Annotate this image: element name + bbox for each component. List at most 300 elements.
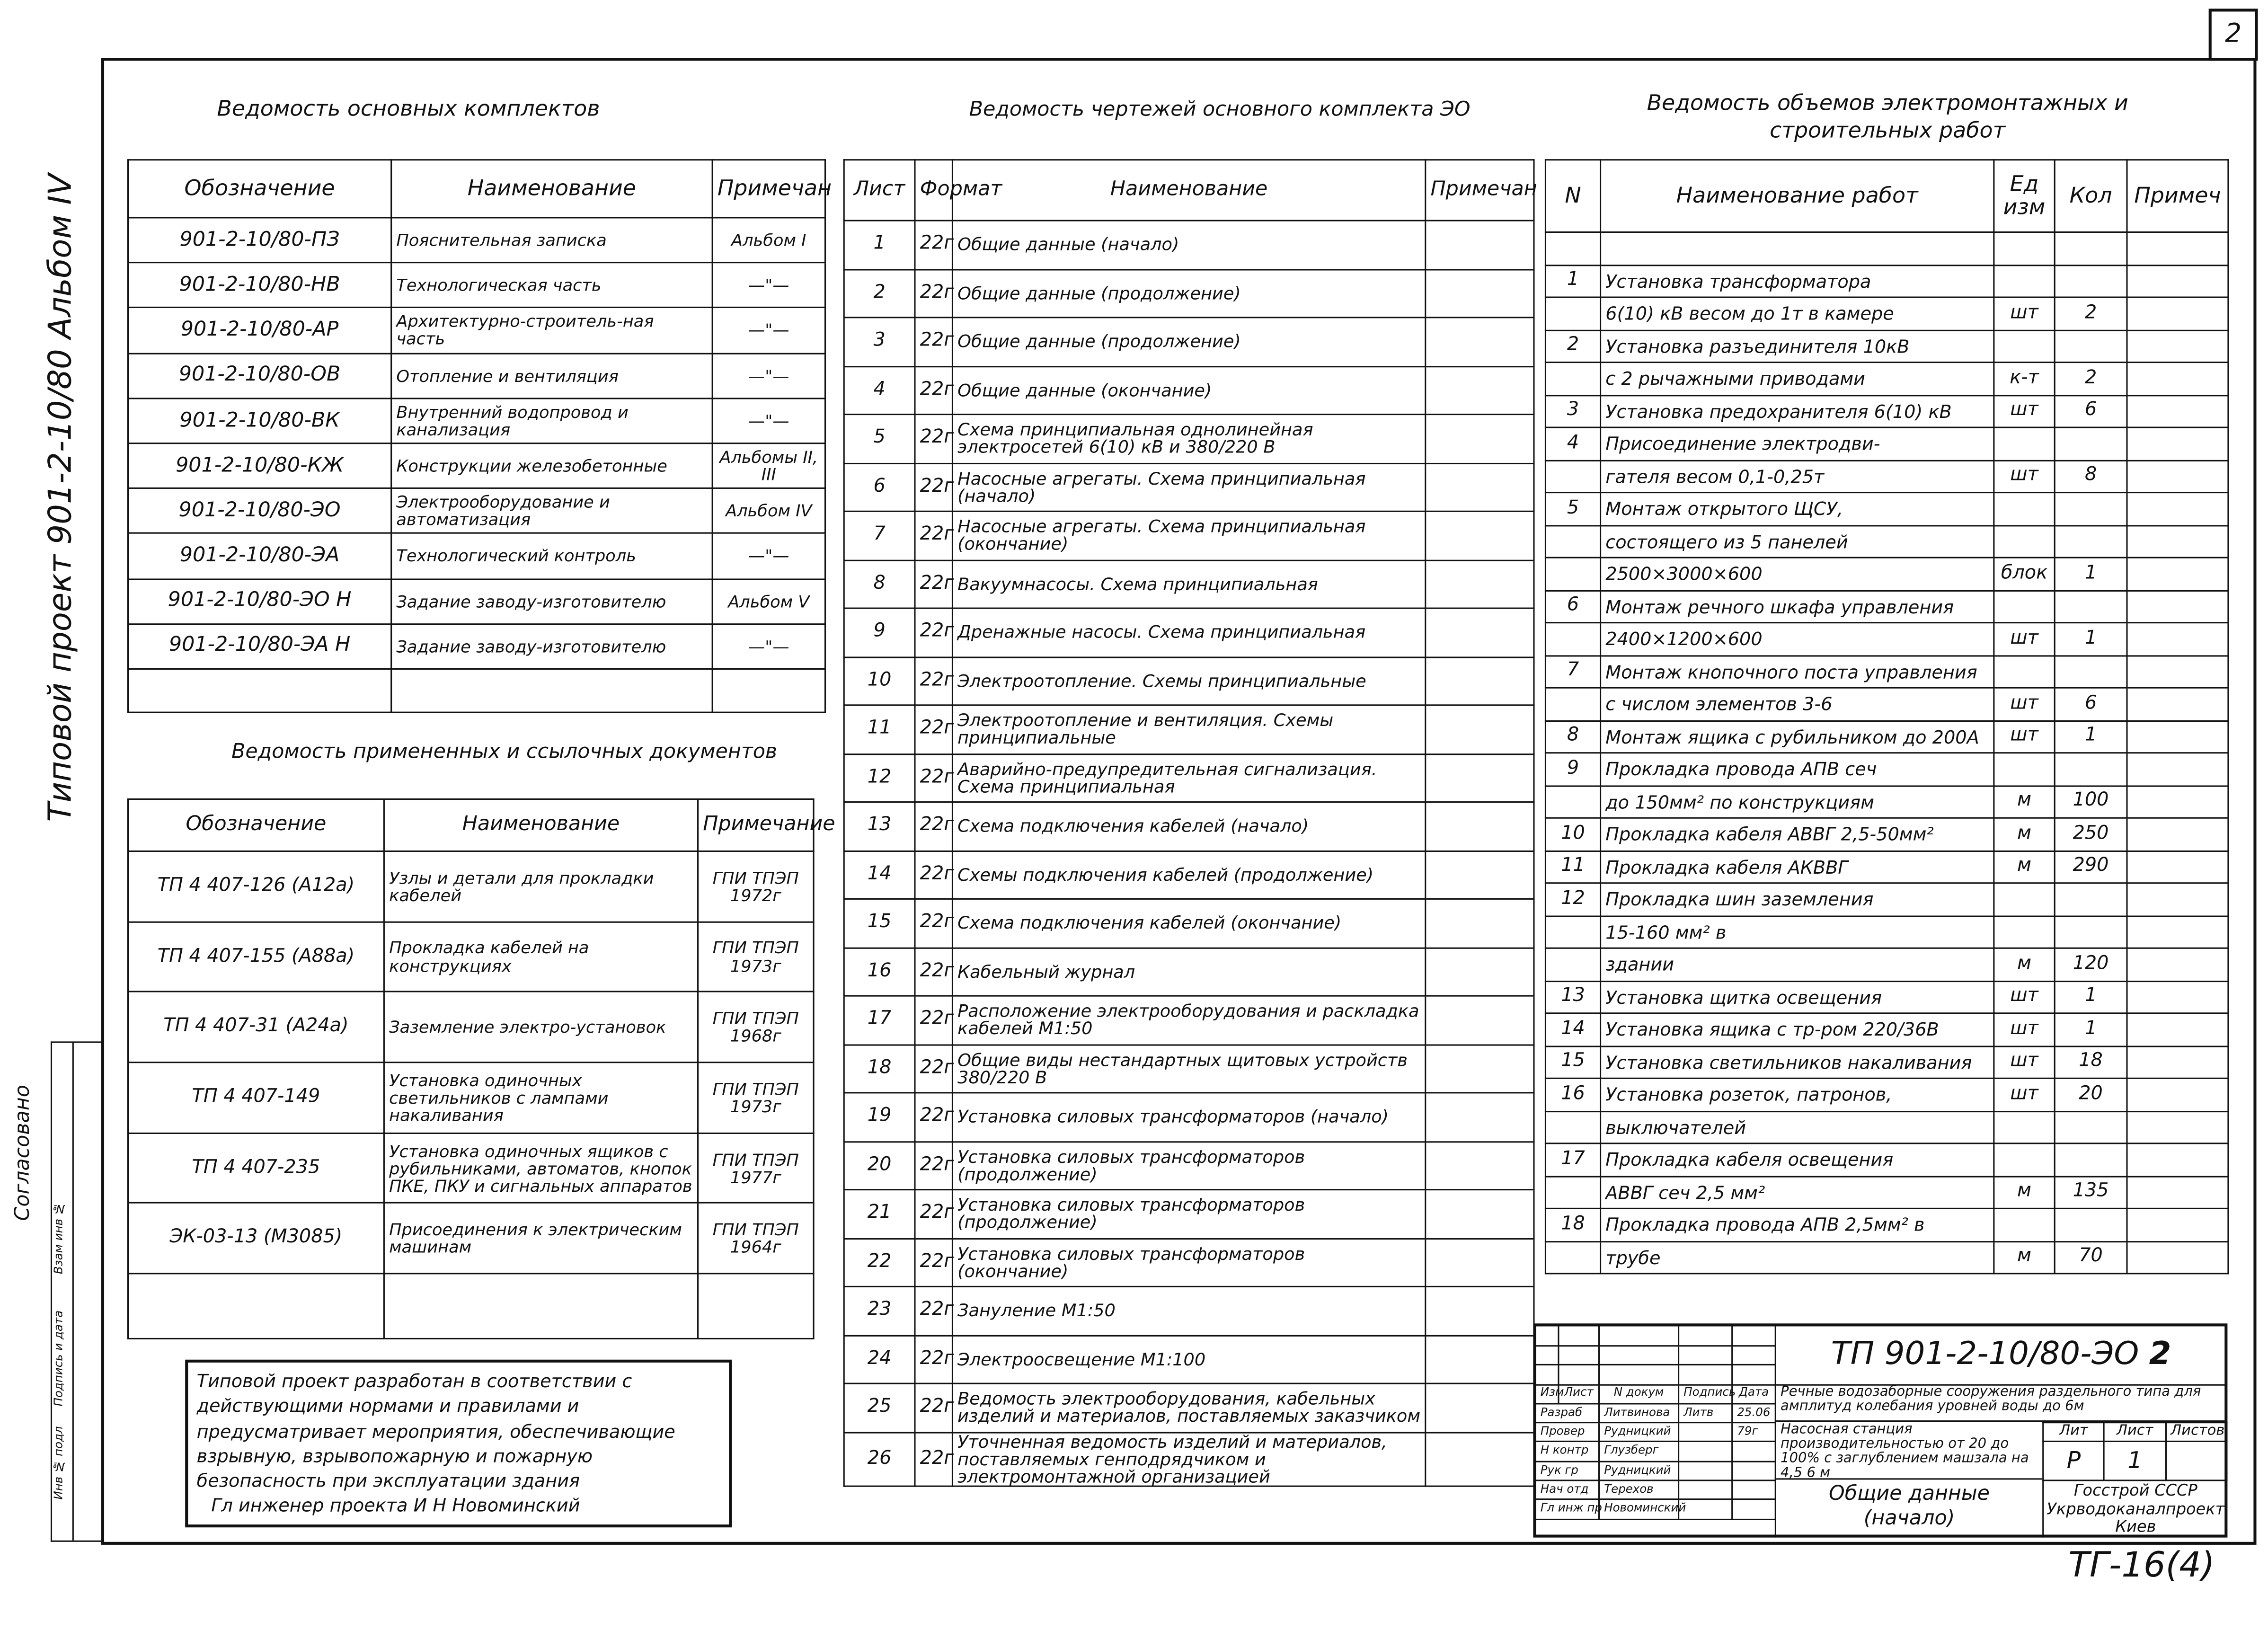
sheet-info-lit: Р bbox=[2043, 1441, 2104, 1480]
table-cell: Прокладка шин заземления bbox=[1601, 883, 1994, 916]
role: Гл инж пр bbox=[1535, 1500, 1599, 1519]
empty-cell bbox=[2127, 850, 2228, 883]
stamp-col-header: Дата bbox=[1732, 1384, 1776, 1403]
table-row bbox=[844, 221, 1534, 269]
sheet-info-header: Листов bbox=[2165, 1423, 2226, 1442]
table-cell: 13 bbox=[844, 802, 915, 850]
table-cell bbox=[2055, 265, 2127, 297]
table-cell: Установка силовых трансформаторов (начало) bbox=[952, 1093, 1425, 1141]
table-cell: —"— bbox=[712, 533, 825, 578]
table-cell: Установка розеток, патронов, bbox=[1601, 1078, 1994, 1111]
table-cell: шт bbox=[1994, 688, 2055, 720]
table-cell: 290 bbox=[2055, 850, 2127, 883]
table-row bbox=[1545, 850, 2228, 883]
role: Рук гр bbox=[1535, 1461, 1599, 1480]
table-cell: 17 bbox=[1545, 1143, 1600, 1176]
table-row bbox=[128, 308, 825, 353]
table-cell: 18 bbox=[2055, 1046, 2127, 1079]
table-row bbox=[844, 705, 1534, 753]
empty-row bbox=[128, 1274, 814, 1339]
table-cell: 901-2-10/80-ЭА bbox=[128, 533, 391, 578]
date: 25.06 bbox=[1732, 1403, 1776, 1422]
table-cell: 7 bbox=[844, 511, 915, 559]
table-cell bbox=[2055, 330, 2127, 363]
table-cell: Общие данные (продолжение) bbox=[952, 318, 1425, 366]
table-cell: 11 bbox=[844, 705, 915, 753]
empty-cell bbox=[2127, 427, 2228, 460]
signature: Литв bbox=[1679, 1403, 1732, 1422]
table-cell: 5 bbox=[1545, 493, 1600, 525]
table-cell: шт bbox=[1994, 297, 2055, 330]
table-cell: Прокладка кабеля АВВГ 2,5-50мм² bbox=[1601, 818, 1994, 850]
table-row bbox=[844, 415, 1534, 463]
table-row bbox=[844, 1045, 1534, 1093]
empty-cell bbox=[2127, 1111, 2228, 1143]
table-cell: Зануление М1:50 bbox=[952, 1286, 1425, 1335]
table-cell: 20 bbox=[844, 1141, 915, 1189]
signature-row bbox=[1535, 1422, 1775, 1442]
column-header: N bbox=[1545, 160, 1600, 232]
table-cell: 23 bbox=[844, 1286, 915, 1335]
table-cell: Установка предохранителя 6(10) кВ bbox=[1601, 395, 1994, 427]
table-cell: ЭК-03-13 (М3085) bbox=[128, 1203, 384, 1274]
table-row bbox=[844, 269, 1534, 317]
sheet-info-sheet: 1 bbox=[2104, 1441, 2165, 1480]
table-cell: 22 bbox=[844, 1238, 915, 1286]
table-cell: 2400×1200×600 bbox=[1601, 623, 1994, 656]
table-cell: —"— bbox=[712, 624, 825, 669]
table-cell: Электроотопление и вентиляция. Схемы принципиальные bbox=[952, 705, 1425, 753]
table-cell: гателя весом 0,1-0,25т bbox=[1601, 460, 1994, 493]
signature bbox=[1679, 1500, 1732, 1519]
table-row bbox=[844, 608, 1534, 656]
table-cell: 7 bbox=[1545, 655, 1600, 688]
sheet-info-sheets bbox=[2165, 1441, 2226, 1480]
table-row bbox=[128, 851, 814, 922]
empty-cell bbox=[2127, 493, 2228, 525]
empty-cell bbox=[1426, 1093, 1534, 1141]
table-row bbox=[128, 263, 825, 308]
signatures-table bbox=[1535, 1325, 1776, 1520]
signature-row bbox=[1535, 1500, 1775, 1519]
empty-cell bbox=[2127, 1208, 2228, 1241]
table-cell: ТП 4 407-235 bbox=[128, 1133, 384, 1204]
table-cell: ТП 4 407-149 bbox=[128, 1063, 384, 1133]
table-cell: Установка одиночных ящиков с рубильниками, автоматов, кнопок ПКЕ, ПКУ и сигнальных аппаратов bbox=[384, 1133, 698, 1204]
table-cell bbox=[2055, 1143, 2127, 1176]
table-cell: шт bbox=[1994, 460, 2055, 493]
album-label: Типовой проект 901-2-10/80 Альбом IV bbox=[43, 173, 80, 822]
table-cell bbox=[1994, 493, 2055, 525]
table-row bbox=[1545, 427, 2228, 460]
table-row bbox=[1545, 688, 2228, 720]
table-cell: к-т bbox=[1994, 363, 2055, 395]
table-cell bbox=[1545, 297, 1600, 330]
table-cell: м bbox=[1994, 818, 2055, 850]
table-cell: 901-2-10/80-АР bbox=[128, 308, 391, 353]
table-cell: 2500×3000×600 bbox=[1601, 558, 1994, 590]
empty-cell bbox=[2127, 1013, 2228, 1046]
table-cell: Общие данные (продолжение) bbox=[952, 269, 1425, 317]
empty-cell bbox=[2127, 265, 2228, 297]
table-cell: 22г bbox=[915, 1190, 952, 1238]
empty-cell bbox=[1426, 221, 1534, 269]
table-cell: Заземление электро-установок bbox=[384, 992, 698, 1063]
table-cell bbox=[1994, 1143, 2055, 1176]
table-cell: 901-2-10/80-ВК bbox=[128, 398, 391, 443]
table-cell: м bbox=[1994, 1176, 2055, 1209]
table-cell bbox=[1994, 883, 2055, 916]
empty-cell bbox=[1426, 415, 1534, 463]
table-cell: 6 bbox=[2055, 395, 2127, 427]
empty-cell bbox=[2127, 232, 2228, 265]
table-row bbox=[844, 463, 1534, 511]
table-cell: м bbox=[1994, 850, 2055, 883]
column-header: Ед изм bbox=[1994, 160, 2055, 232]
table-cell: 2 bbox=[1545, 330, 1600, 363]
table-row bbox=[1545, 1208, 2228, 1241]
column-header: Наименование работ bbox=[1601, 160, 1994, 232]
table-cell: 26 bbox=[844, 1432, 915, 1486]
table-cell bbox=[1601, 232, 1994, 265]
table-cell: —"— bbox=[712, 353, 825, 398]
table-row bbox=[1545, 1111, 2228, 1143]
table-cell: Монтаж открытого ЩСУ, bbox=[1601, 493, 1994, 525]
table-cell: Электрооборудование и автоматизация bbox=[391, 488, 712, 533]
table-cell: Схемы подключения кабелей (продолжение) bbox=[952, 850, 1425, 899]
empty-cell bbox=[2127, 948, 2228, 981]
sheet-number: 2 bbox=[2209, 9, 2258, 61]
table-cell: 15 bbox=[844, 899, 915, 947]
table-row bbox=[844, 366, 1534, 414]
role: Провер bbox=[1535, 1422, 1599, 1442]
table-cell: Пояснительная записка bbox=[391, 218, 712, 263]
table-cell: 16 bbox=[1545, 1078, 1600, 1111]
table-cell: шт bbox=[1994, 1013, 2055, 1046]
table-cell: 22г bbox=[915, 318, 952, 366]
table-cell: 15 bbox=[1545, 1046, 1600, 1079]
table-cell: 14 bbox=[844, 850, 915, 899]
table-cell: 22г bbox=[915, 996, 952, 1044]
table-cell: до 150мм² по конструкциям bbox=[1601, 785, 1994, 818]
table-cell bbox=[1545, 460, 1600, 493]
table-cell: 8 bbox=[2055, 460, 2127, 493]
signature bbox=[1679, 1461, 1732, 1480]
table-cell: Насосные агрегаты. Схема принципиальная (окончание) bbox=[952, 511, 1425, 559]
table-cell bbox=[1994, 330, 2055, 363]
sign-label: Подпись и дата bbox=[52, 1310, 65, 1407]
table-cell: 22г bbox=[915, 1141, 952, 1189]
empty-cell bbox=[2127, 1143, 2228, 1176]
table-cell: шт bbox=[1994, 1046, 2055, 1079]
column-header: Формат bbox=[915, 160, 952, 221]
table-cell: —"— bbox=[712, 398, 825, 443]
table-cell: 14 bbox=[1545, 1013, 1600, 1046]
table-cell bbox=[1994, 916, 2055, 948]
table-cell bbox=[1545, 525, 1600, 558]
table-cell: Схема подключения кабелей (окончание) bbox=[952, 899, 1425, 947]
table-cell: Задание заводу-изготовителю bbox=[391, 578, 712, 623]
empty-cell bbox=[2127, 590, 2228, 623]
sheet-info-table bbox=[2042, 1422, 2227, 1481]
table-cell: ТП 4 407-31 (А24а) bbox=[128, 992, 384, 1063]
table-row bbox=[1545, 883, 2228, 916]
empty-cell bbox=[2127, 1078, 2228, 1111]
empty-cell bbox=[1426, 1335, 1534, 1383]
column-header: Примечание bbox=[698, 799, 814, 851]
table-row bbox=[1545, 916, 2228, 948]
table-cell bbox=[1545, 948, 1600, 981]
table-cell: 8 bbox=[844, 560, 915, 608]
table-cell: 901-2-10/80-КЖ bbox=[128, 443, 391, 488]
table-cell bbox=[2055, 493, 2127, 525]
table-cell: 22г bbox=[915, 948, 952, 996]
stamp-col-header: Лист bbox=[1559, 1384, 1599, 1403]
table-cell bbox=[1545, 688, 1600, 720]
project-name: Речные водозаборные сооружения раздельного типа для амплитуд колебания уровней воды до 6м bbox=[1775, 1384, 2224, 1422]
stamp-col-header: N докум bbox=[1599, 1384, 1679, 1403]
table-cell bbox=[1994, 427, 2055, 460]
table-cell: 22г bbox=[915, 1093, 952, 1141]
empty-cell bbox=[2127, 720, 2228, 753]
table-cell: 22г bbox=[915, 366, 952, 414]
table-cell: 135 bbox=[2055, 1176, 2127, 1209]
sheet-info-header: Лист bbox=[2104, 1423, 2165, 1442]
table-cell: 22г bbox=[915, 560, 952, 608]
table-cell: 1 bbox=[2055, 720, 2127, 753]
column-header: Наименование bbox=[952, 160, 1425, 221]
table-cell bbox=[2055, 1111, 2127, 1143]
table-cell: Электроосвещение М1:100 bbox=[952, 1335, 1425, 1383]
table-cell: блок bbox=[1994, 558, 2055, 590]
table-row bbox=[128, 353, 825, 398]
note-box bbox=[185, 1360, 732, 1528]
table-cell: Монтаж кнопочного поста управления bbox=[1601, 655, 1994, 688]
table-cell: 21 bbox=[844, 1190, 915, 1238]
table-row bbox=[1545, 818, 2228, 850]
table-row bbox=[1545, 1143, 2228, 1176]
main-sets-table bbox=[127, 159, 832, 713]
table-cell: 901-2-10/80-ЭО bbox=[128, 488, 391, 533]
table-row bbox=[844, 560, 1534, 608]
table-cell: Установка щитка освещения bbox=[1601, 981, 1994, 1013]
table-cell: шт bbox=[1994, 623, 2055, 656]
table-row bbox=[1545, 232, 2228, 265]
table-cell: 4 bbox=[844, 366, 915, 414]
empty-cell bbox=[2127, 1046, 2228, 1079]
role: Разраб bbox=[1535, 1403, 1599, 1422]
signature-row bbox=[1535, 1480, 1775, 1500]
table-cell: 22г bbox=[915, 511, 952, 559]
table-cell: 12 bbox=[844, 753, 915, 802]
table-cell: 16 bbox=[844, 948, 915, 996]
table3-title: Ведомость чертежей основного комплекта ЭО bbox=[969, 98, 1471, 122]
table-cell: 20 bbox=[2055, 1078, 2127, 1111]
table-cell: 22г bbox=[915, 656, 952, 705]
table-cell: м bbox=[1994, 785, 2055, 818]
table-row bbox=[1545, 525, 2228, 558]
empty-cell bbox=[2127, 297, 2228, 330]
table-cell: Аварийно-предупредительная сигнализация. Схема принципиальная bbox=[952, 753, 1425, 802]
table-cell: 1 bbox=[2055, 558, 2127, 590]
table-cell bbox=[1545, 363, 1600, 395]
date: 79г bbox=[1732, 1422, 1776, 1442]
table1-title: Ведомость основных комплектов bbox=[217, 95, 600, 122]
table-cell bbox=[2055, 753, 2127, 786]
table-row bbox=[1545, 1013, 2228, 1046]
table-cell: шт bbox=[1994, 1078, 2055, 1111]
table-cell: Прокладка провода АПВ сеч bbox=[1601, 753, 1994, 786]
archive-mark: ТГ-16(4) bbox=[2068, 1544, 2215, 1586]
inv-label: Инв № подл bbox=[52, 1426, 65, 1500]
table-row bbox=[1545, 265, 2228, 297]
table-cell bbox=[1994, 265, 2055, 297]
column-header: Примечан bbox=[712, 160, 825, 218]
table-row bbox=[844, 1286, 1534, 1335]
table-cell: 1 bbox=[1545, 265, 1600, 297]
table-row bbox=[1545, 590, 2228, 623]
table-cell: 9 bbox=[844, 608, 915, 656]
table-cell: м bbox=[1994, 1241, 2055, 1274]
table-cell bbox=[2055, 232, 2127, 265]
reference-docs-table bbox=[127, 798, 835, 1339]
empty-cell bbox=[2127, 818, 2228, 850]
table-cell: Установка одиночных светильников с лампами накаливания bbox=[384, 1063, 698, 1133]
table-cell: Вакуумнасосы. Схема принципиальная bbox=[952, 560, 1425, 608]
table-cell: 2 bbox=[844, 269, 915, 317]
table-cell: 5 bbox=[844, 415, 915, 463]
table-cell: Монтаж речного шкафа управления bbox=[1601, 590, 1994, 623]
signature bbox=[1679, 1442, 1732, 1461]
table-cell: 901-2-10/80-НВ bbox=[128, 263, 391, 308]
table-row bbox=[1545, 330, 2228, 363]
table-cell: шт bbox=[1994, 981, 2055, 1013]
table-cell bbox=[2055, 427, 2127, 460]
table-row bbox=[844, 1141, 1534, 1189]
table-row bbox=[844, 753, 1534, 802]
table-cell: 22г bbox=[915, 1286, 952, 1335]
table-cell: Архитектурно-строитель-ная часть bbox=[391, 308, 712, 353]
role: Нач отд bbox=[1535, 1480, 1599, 1500]
empty-cell bbox=[1426, 656, 1534, 705]
person-name: Рудницкий bbox=[1599, 1422, 1679, 1442]
table-cell: 18 bbox=[844, 1045, 915, 1093]
table-cell: Электроотопление. Схемы принципиальные bbox=[952, 656, 1425, 705]
table-cell: 17 bbox=[844, 996, 915, 1044]
table-cell bbox=[1545, 1111, 1600, 1143]
signature bbox=[1679, 1480, 1732, 1500]
table-cell: Установка ящика с тр-ром 220/36В bbox=[1601, 1013, 1994, 1046]
table-row bbox=[128, 1133, 814, 1204]
empty-cell bbox=[1426, 753, 1534, 802]
table-cell: Установка силовых трансформаторов (продолжение) bbox=[952, 1141, 1425, 1189]
date bbox=[1732, 1442, 1776, 1461]
date bbox=[1732, 1461, 1776, 1480]
table-cell bbox=[1545, 1176, 1600, 1209]
column-header: Обозначение bbox=[128, 799, 384, 851]
table-cell: 100 bbox=[2055, 785, 2127, 818]
table-cell: Присоединение электродви- bbox=[1601, 427, 1994, 460]
table-cell: Схема подключения кабелей (начало) bbox=[952, 802, 1425, 850]
table-row bbox=[844, 511, 1534, 559]
empty-cell bbox=[2127, 883, 2228, 916]
table-row bbox=[128, 218, 825, 263]
table-cell: ГПИ ТПЭП 1968г bbox=[698, 992, 814, 1063]
table-cell: 901-2-10/80-ОВ bbox=[128, 353, 391, 398]
empty-cell bbox=[1426, 560, 1534, 608]
table-cell bbox=[1994, 753, 2055, 786]
empty-cell bbox=[1426, 948, 1534, 996]
header-row bbox=[128, 160, 825, 218]
table-cell: 901-2-10/80-ЭА Н bbox=[128, 624, 391, 669]
table-cell: Конструкции железобетонные bbox=[391, 443, 712, 488]
table-cell: 22г bbox=[915, 1432, 952, 1486]
empty-cell bbox=[1426, 463, 1534, 511]
table-cell: 901-2-10/80-ЭО Н bbox=[128, 578, 391, 623]
table-cell: 9 bbox=[1545, 753, 1600, 786]
table-cell: 22г bbox=[915, 415, 952, 463]
person-name: Глузберг bbox=[1599, 1442, 1679, 1461]
column-header: Лист bbox=[844, 160, 915, 221]
table-cell: 250 bbox=[2055, 818, 2127, 850]
table-cell: 22г bbox=[915, 753, 952, 802]
table-cell: шт bbox=[1994, 720, 2055, 753]
works-volume-table bbox=[1545, 159, 2229, 1274]
table-cell: Внутренний водопровод и канализация bbox=[391, 398, 712, 443]
table-cell bbox=[2055, 655, 2127, 688]
table-cell: м bbox=[1994, 948, 2055, 981]
table-cell: 19 bbox=[844, 1093, 915, 1141]
table-row bbox=[1545, 558, 2228, 590]
empty-cell bbox=[1426, 366, 1534, 414]
table-cell: Ведомость электрооборудования, кабельных изделий и материалов, поставляемых заказчиком bbox=[952, 1383, 1425, 1432]
table-row bbox=[844, 1238, 1534, 1286]
table-cell: Кабельный журнал bbox=[952, 948, 1425, 996]
table-cell: 901-2-10/80-ПЗ bbox=[128, 218, 391, 263]
empty-cell bbox=[2127, 330, 2228, 363]
table-row bbox=[844, 996, 1534, 1044]
table-row bbox=[844, 656, 1534, 705]
table-cell: Насосные агрегаты. Схема принципиальная (начало) bbox=[952, 463, 1425, 511]
sheet-mark: 2 bbox=[2149, 1336, 2171, 1373]
table-cell: 22г bbox=[915, 221, 952, 269]
table-cell: 8 bbox=[1545, 720, 1600, 753]
table-cell bbox=[1994, 1208, 2055, 1241]
table-cell: 22г bbox=[915, 899, 952, 947]
table-row bbox=[1545, 493, 2228, 525]
table-cell: Альбом IV bbox=[712, 488, 825, 533]
empty-cell bbox=[1426, 1286, 1534, 1335]
table-cell: Альбомы II, III bbox=[712, 443, 825, 488]
table-row bbox=[1545, 1176, 2228, 1209]
table-cell bbox=[1545, 785, 1600, 818]
empty-cell bbox=[1426, 899, 1534, 947]
table-cell: здании bbox=[1601, 948, 1994, 981]
table-row bbox=[844, 899, 1534, 947]
empty-cell bbox=[1426, 511, 1534, 559]
table-cell: Присоединения к электрическим машинам bbox=[384, 1203, 698, 1274]
table-cell: 1 bbox=[2055, 623, 2127, 656]
column-header: Примечан bbox=[1426, 160, 1534, 221]
empty-cell bbox=[1426, 318, 1534, 366]
table-row bbox=[1545, 785, 2228, 818]
table-row bbox=[1545, 981, 2228, 1013]
header-row bbox=[844, 160, 1534, 221]
table-cell bbox=[2055, 883, 2127, 916]
empty-cell bbox=[2127, 395, 2228, 427]
table-cell: Общие данные (начало) bbox=[952, 221, 1425, 269]
note-text: Типовой проект разработан в соответствии с действующими нормами и правилами и предусматривает мероприятия, обеспечивающие взрывную, взрывопожарную и пожарную безопасность при эксплуатации здания bbox=[196, 1370, 675, 1491]
